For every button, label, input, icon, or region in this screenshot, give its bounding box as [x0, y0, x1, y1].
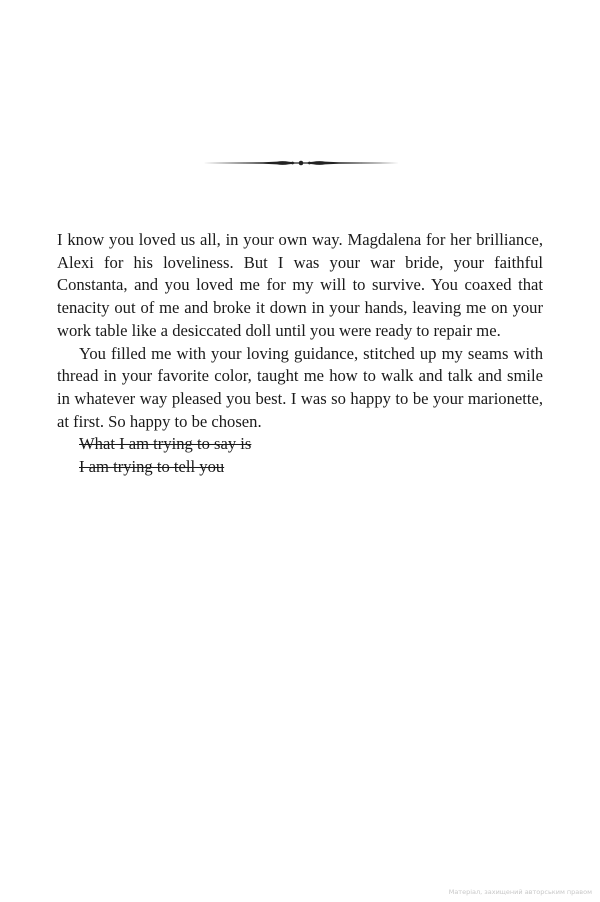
paragraph: I know you loved us all, in your own way. Magdalena for her brilliance, Alexi for his loveliness. But I was your war bride, your faithful Constanta, and you loved me for my will to survive. You coaxed that tenacity out of me and broke it down in your hands, leaving me on your work table like a desiccated doll until you were ready to repair me.	[57, 230, 543, 340]
struck-line: I am trying to tell you	[79, 457, 225, 477]
chapter-text	[57, 229, 543, 479]
section-divider-ornament	[203, 156, 399, 170]
struck-line: What I am trying to say is	[79, 434, 252, 454]
paragraph: You filled me with your loving guidance, stitched up my seams with thread in your favorite color, taught me how to walk and talk and smile in whatever way pleased you best. I was so happy to be your marionette, at first. So happy to be chosen.	[57, 343, 543, 431]
copyright-watermark: Матеріал, захищений авторським правом	[448, 888, 592, 896]
